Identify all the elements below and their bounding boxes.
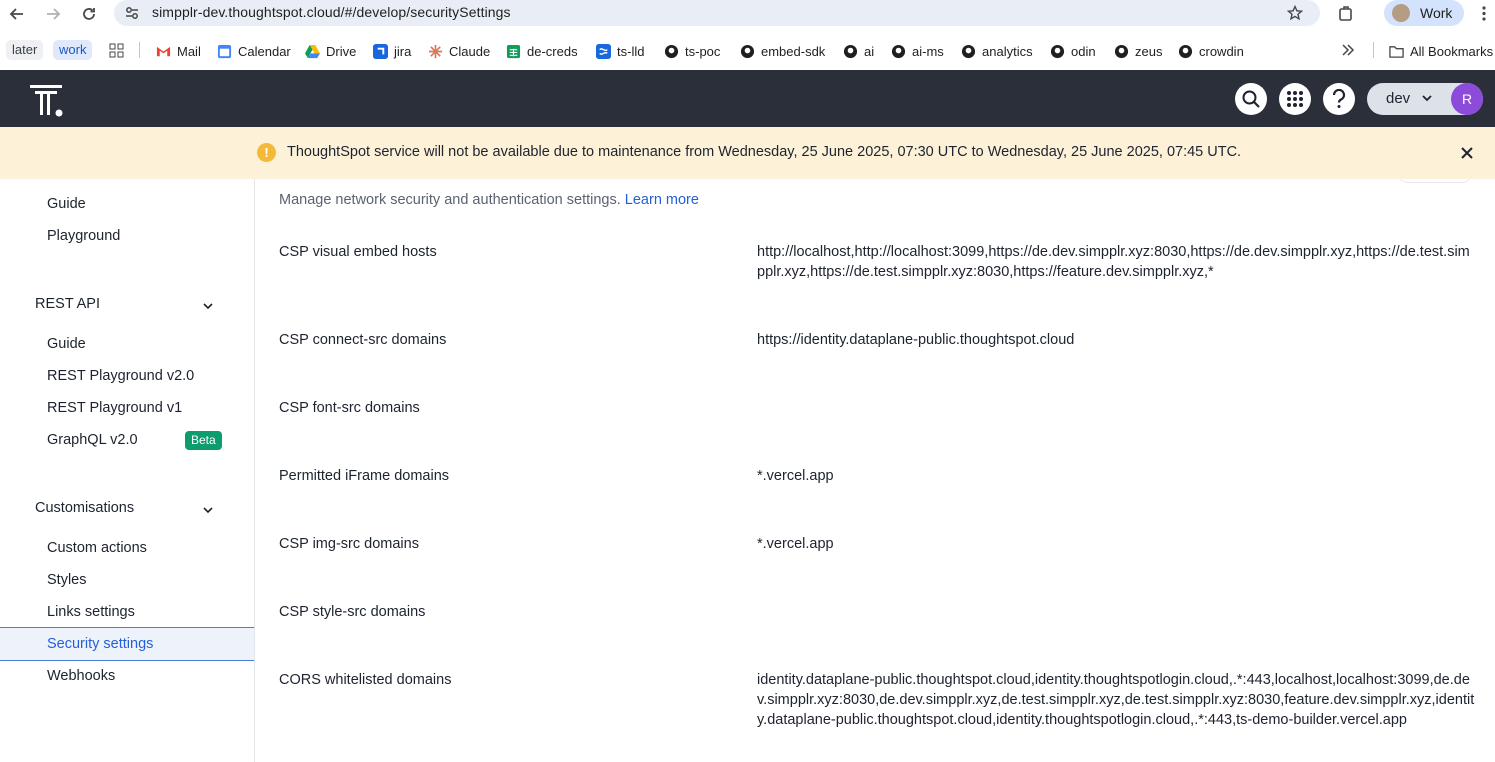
bookmark-drive[interactable] bbox=[305, 41, 356, 61]
bookmark-ai-ms[interactable] bbox=[891, 41, 944, 61]
bookmark-label: ai-ms bbox=[912, 43, 944, 59]
setting-value-csp-visual-embed-hosts: http://localhost,http://localhost:3099,https://de.dev.simpplr.xyz:8030,https://de.dev.simpplr.xyz,https://de.test.simpplr.xyz,https://de.test.simpplr.xyz:8030,https://feature.dev.simpplr.xyz,* bbox=[757, 244, 1470, 280]
bookmark-divider bbox=[139, 42, 140, 58]
apps-grid-icon[interactable] bbox=[109, 43, 124, 58]
sheets-icon bbox=[506, 44, 521, 59]
page-description bbox=[279, 192, 699, 208]
reload-icon bbox=[81, 6, 97, 22]
bookmark-label: zeus bbox=[1135, 43, 1163, 59]
star-icon[interactable] bbox=[1287, 5, 1303, 21]
all-bookmarks[interactable] bbox=[1389, 41, 1493, 61]
bookmark-label: Claude bbox=[449, 43, 491, 59]
help-button[interactable] bbox=[1323, 83, 1355, 115]
setting-label-csp-font-src: CSP font-src domains bbox=[279, 400, 420, 416]
forward-button[interactable] bbox=[42, 3, 64, 25]
sidebar-item-security-settings[interactable]: Security settings bbox=[47, 636, 154, 652]
bookmark-analytics[interactable] bbox=[961, 41, 1033, 61]
bookmark-label: ai bbox=[864, 43, 875, 59]
setting-value-csp-img-src: *.vercel.app bbox=[757, 536, 834, 552]
thoughtspot-logo-icon bbox=[30, 83, 64, 117]
sidebar-item-custom-actions[interactable]: Custom actions bbox=[47, 540, 147, 556]
setting-label-csp-img-src: CSP img-src domains bbox=[279, 536, 419, 552]
bookmark-mail[interactable] bbox=[156, 41, 201, 61]
address-bar[interactable] bbox=[114, 0, 1320, 26]
user-avatar[interactable]: R bbox=[1451, 83, 1483, 115]
bookmark-jira[interactable] bbox=[373, 41, 411, 61]
bookmark-label: de-creds bbox=[527, 43, 578, 59]
setting-label-csp-visual-embed-hosts: CSP visual embed hosts bbox=[279, 244, 437, 260]
bookmark-calendar[interactable] bbox=[217, 41, 291, 61]
url-text: simpplr-dev.thoughtspot.cloud/#/develop/securitySettings bbox=[152, 4, 511, 20]
confluence-icon bbox=[596, 44, 611, 59]
setting-label-csp-connect-src: CSP connect-src domains bbox=[279, 332, 447, 348]
beta-badge: Beta bbox=[185, 431, 222, 450]
sidebar-item-styles[interactable]: Styles bbox=[47, 572, 87, 588]
org-switcher[interactable] bbox=[1367, 83, 1483, 115]
drive-icon bbox=[305, 44, 320, 59]
banner-message: ThoughtSpot service will not be available due to maintenance from Wednesday, 25 June 2025, 07:30 UTC to Wednesday, 25 June 2025, 07:45 UTC. bbox=[287, 144, 1242, 160]
jira-icon bbox=[373, 44, 388, 59]
bookmark-divider bbox=[1373, 42, 1374, 58]
bookmark-embed-sdk[interactable] bbox=[740, 41, 825, 61]
sidebar-item-rest-playground-v1[interactable]: REST Playground v1 bbox=[47, 400, 183, 416]
bookmark-label: All Bookmarks bbox=[1410, 43, 1494, 59]
chevron-down-icon bbox=[1421, 92, 1433, 104]
warning-icon: ! bbox=[257, 143, 276, 162]
org-label: dev bbox=[1386, 90, 1411, 107]
bookmark-claude[interactable] bbox=[428, 41, 490, 61]
sidebar-item-playground[interactable]: Playground bbox=[47, 228, 121, 244]
calendar-icon bbox=[217, 44, 232, 59]
close-icon[interactable] bbox=[1458, 144, 1476, 162]
chevron-down-icon[interactable] bbox=[202, 504, 214, 516]
site-settings-icon[interactable] bbox=[124, 5, 140, 21]
arrow-right-icon bbox=[45, 6, 61, 22]
sidebar bbox=[0, 179, 255, 762]
bookmark-label: embed-sdk bbox=[761, 43, 826, 59]
chevron-double-right-icon[interactable] bbox=[1341, 44, 1355, 56]
bookmark-crowdin[interactable] bbox=[1178, 41, 1244, 61]
maintenance-banner bbox=[0, 127, 1495, 179]
sidebar-item-links-settings[interactable]: Links settings bbox=[47, 604, 135, 620]
github-icon bbox=[843, 44, 858, 59]
github-icon bbox=[891, 44, 906, 59]
github-icon bbox=[1114, 44, 1129, 59]
browser-toolbar bbox=[0, 0, 1495, 28]
github-icon bbox=[740, 44, 755, 59]
setting-value-permitted-iframe: *.vercel.app bbox=[757, 468, 834, 484]
bookmark-label: jira bbox=[394, 43, 412, 59]
bookmark-work[interactable]: work bbox=[53, 40, 92, 60]
bookmark-odin[interactable] bbox=[1050, 41, 1096, 61]
github-icon bbox=[664, 44, 679, 59]
bookmark-ts-poc[interactable] bbox=[664, 41, 720, 61]
app-switcher-button[interactable] bbox=[1279, 83, 1311, 115]
setting-value-csp-connect-src: https://identity.dataplane-public.thoughtspot.cloud bbox=[757, 332, 1075, 348]
sidebar-section-customisations[interactable]: Customisations bbox=[35, 500, 135, 516]
setting-label-cors-whitelisted: CORS whitelisted domains bbox=[279, 672, 452, 688]
bookmark-label: Drive bbox=[326, 43, 357, 59]
chevron-down-icon[interactable] bbox=[202, 300, 214, 312]
bookmark-ts-lld[interactable] bbox=[596, 41, 644, 61]
setting-value-cors-whitelisted: identity.dataplane-public.thoughtspot.cloud,identity.thoughtspotlogin.cloud,.*:443,localhost,localhost:3099,de.dev.simpplr.xyz:8030,de.dev.simpplr.xyz,de.test.simpplr.xyz,de.test.simpplr.xyz:8030,feature.dev.simpplr.xyz,identity.dataplane-public.thoughtspot.cloud,identity.thoughtspotlogin.cloud,.*:443,ts-demo-builder.vercel.app bbox=[757, 672, 1475, 728]
bookmark-label: crowdin bbox=[1199, 43, 1244, 59]
sidebar-item-graphql-v2[interactable]: GraphQL v2.0 bbox=[47, 432, 138, 448]
bookmarks-bar bbox=[0, 36, 1495, 64]
github-icon bbox=[1178, 44, 1193, 59]
bookmark-label: odin bbox=[1071, 43, 1096, 59]
bookmark-later[interactable]: later bbox=[6, 40, 43, 60]
profile-button[interactable] bbox=[1384, 0, 1464, 26]
reload-button[interactable] bbox=[78, 3, 100, 25]
sidebar-item-webhooks[interactable]: Webhooks bbox=[47, 668, 116, 684]
github-icon bbox=[961, 44, 976, 59]
thoughtspot-logo[interactable] bbox=[30, 83, 64, 122]
folder-icon bbox=[1389, 44, 1404, 59]
security-settings-panel bbox=[255, 179, 1495, 762]
bookmark-label: ts-lld bbox=[617, 43, 645, 59]
extensions-icon[interactable] bbox=[1338, 5, 1355, 22]
more-menu-icon[interactable] bbox=[1478, 5, 1490, 22]
sidebar-section-rest-api[interactable]: REST API bbox=[35, 296, 101, 312]
grid-icon bbox=[1286, 90, 1304, 108]
github-icon bbox=[1050, 44, 1065, 59]
question-icon bbox=[1331, 89, 1347, 109]
sidebar-item-rest-guide[interactable]: Guide bbox=[47, 336, 86, 352]
profile-avatar bbox=[1392, 4, 1410, 22]
bookmark-label: analytics bbox=[982, 43, 1033, 59]
gmail-icon bbox=[156, 44, 171, 59]
search-button[interactable] bbox=[1235, 83, 1267, 115]
app-header bbox=[0, 70, 1495, 127]
back-button[interactable] bbox=[6, 3, 28, 25]
bookmark-de-creds[interactable] bbox=[506, 41, 578, 61]
edit-button[interactable] bbox=[1397, 179, 1473, 183]
learn-more-link[interactable]: Learn more bbox=[624, 192, 699, 208]
bookmark-zeus[interactable] bbox=[1114, 41, 1162, 61]
bookmark-label: ts-poc bbox=[685, 43, 721, 59]
sidebar-item-rest-playground-v2[interactable]: REST Playground v2.0 bbox=[47, 368, 195, 384]
claude-icon bbox=[428, 44, 443, 59]
profile-label: Work bbox=[1420, 5, 1453, 21]
setting-label-csp-style-src: CSP style-src domains bbox=[279, 604, 426, 620]
bookmark-label: Mail bbox=[177, 43, 201, 59]
sidebar-item-guide[interactable]: Guide bbox=[47, 196, 86, 212]
arrow-left-icon bbox=[9, 6, 25, 22]
search-icon bbox=[1241, 89, 1261, 109]
bookmark-ai[interactable] bbox=[843, 41, 874, 61]
description-text: Manage network security and authentication settings. bbox=[279, 192, 621, 208]
bookmark-label: Calendar bbox=[238, 43, 291, 59]
setting-label-permitted-iframe: Permitted iFrame domains bbox=[279, 468, 450, 484]
